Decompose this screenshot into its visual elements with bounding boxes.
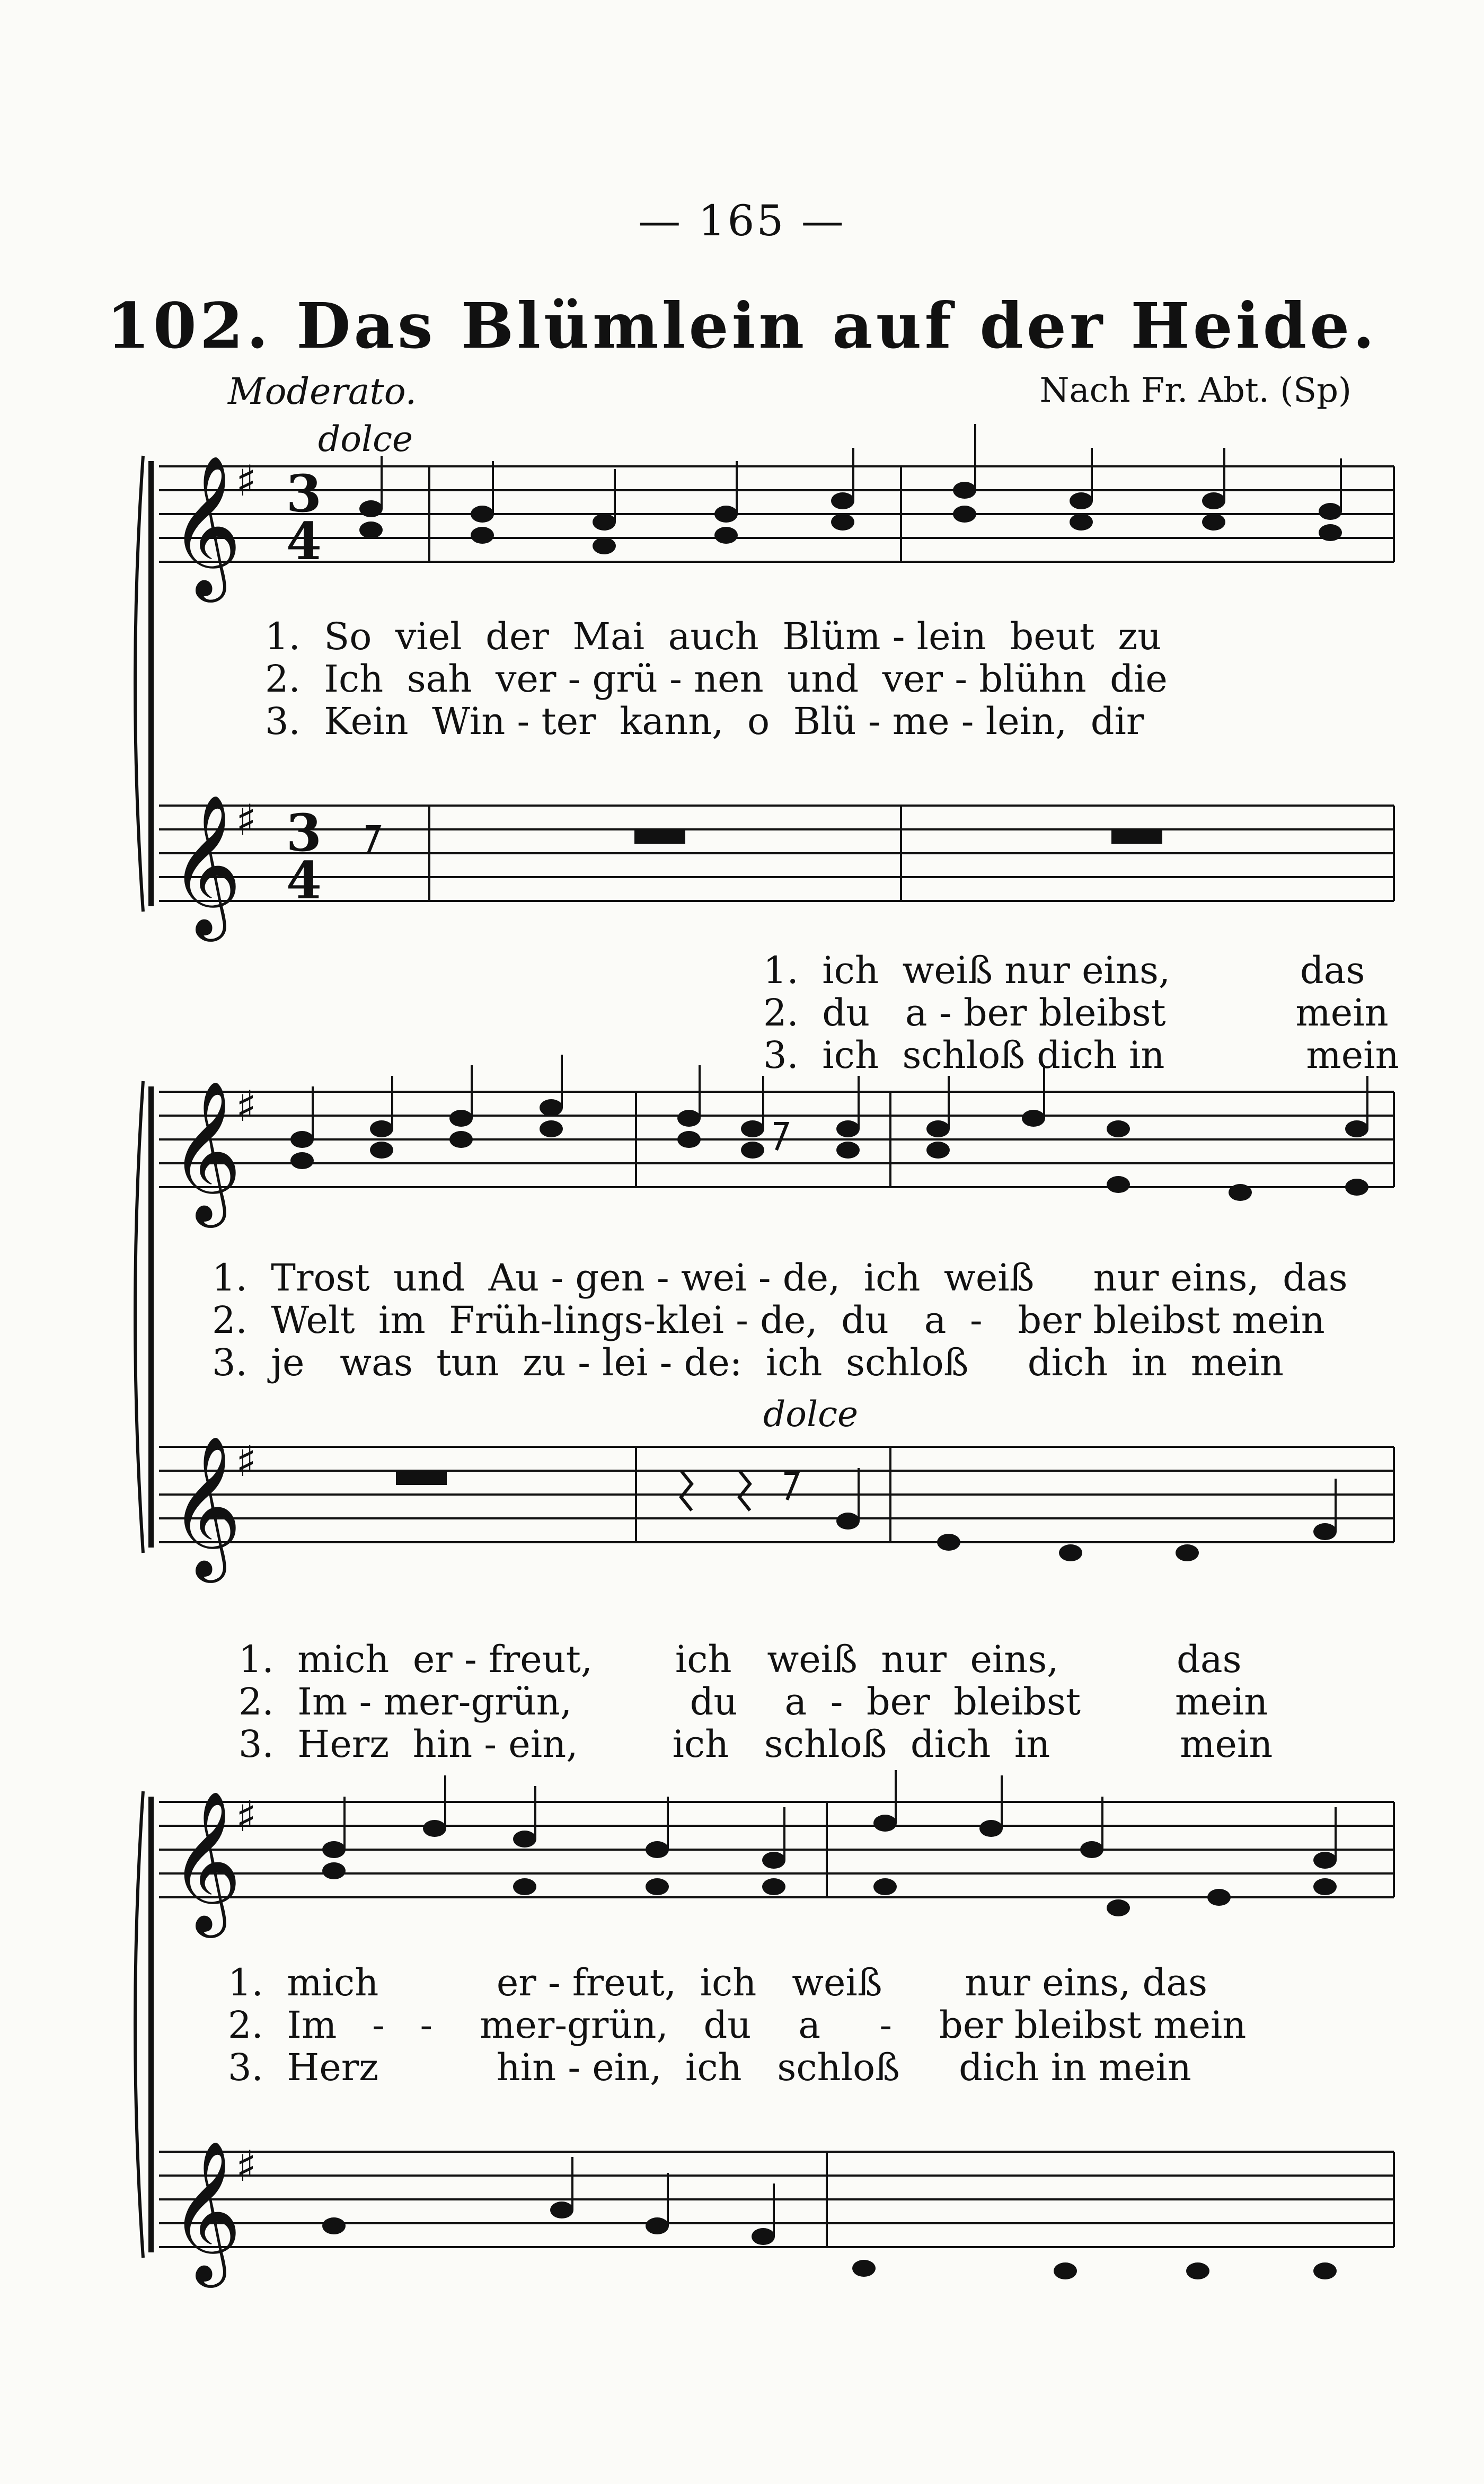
lyric-line-3-1: 1. mich er - freut, ich weiß nur eins, das [228, 1961, 1207, 2004]
staff-1-lower [159, 806, 1394, 901]
lyric-above-2-2: 2. du a - ber bleibst mein [763, 991, 1389, 1035]
lyric-line-1-1: 1. So viel der Mai auch Blüm - lein beut zu [265, 615, 1162, 658]
svg-text:♯: ♯ [236, 1082, 257, 1131]
song-title: 102. Das Blümlein auf der Heide. [106, 289, 1378, 363]
svg-text:4: 4 [286, 511, 322, 571]
lyric-above-2-3: 3. ich schloß dich in mein [763, 1033, 1399, 1077]
svg-text:♯: ♯ [236, 2142, 257, 2191]
lyric-above-3-2: 2. Im - mer-grün, du a - ber bleibst mein [238, 1680, 1268, 1723]
lyric-above-3-3: 3. Herz hin - ein, ich schloß dich in mein [238, 1722, 1273, 1766]
svg-text:3: 3 [286, 464, 322, 524]
lyric-above-3-1: 1. mich er - freut, ich weiß nur eins, das [238, 1638, 1242, 1681]
staff-2-upper [159, 1092, 1394, 1187]
dynamic-marking-dolce-2: dolce [763, 1394, 859, 1435]
svg-text:3: 3 [286, 803, 322, 863]
treble-clef-icon: 𝄞 [170, 1080, 242, 1222]
lyric-above-2-1: 1. ich weiß nur eins, das [763, 949, 1365, 992]
lyric-line-1-2: 2. Ich sah ver - grü - nen und ver - blühn die [265, 657, 1168, 701]
svg-text:♯: ♯ [236, 1437, 257, 1486]
staff-3-lower [159, 2152, 1394, 2247]
composer-attribution: Nach Fr. Abt. (Sp) [1039, 371, 1352, 410]
svg-text:♯: ♯ [236, 1792, 257, 1841]
tempo-marking: Moderato. [228, 371, 417, 413]
treble-clef-icon: 𝄞 [170, 1790, 242, 1932]
dynamic-marking-dolce-1: dolce [318, 419, 413, 459]
treble-clef-icon: 𝄞 [170, 2140, 242, 2282]
svg-text:♯: ♯ [236, 456, 257, 506]
treble-clef-icon: 𝄞 [170, 1435, 242, 1577]
lyric-line-3-3: 3. Herz hin - ein, ich schloß dich in mein [228, 2046, 1191, 2089]
staff-1-upper [159, 466, 1394, 562]
lyric-line-2-3: 3. je was tun zu - lei - de: ich schloß dich in mein [212, 1341, 1284, 1384]
lyric-line-2-2: 2. Welt im Früh-lings-klei - de, du a - ber bleibst mein [212, 1298, 1325, 1342]
treble-clef-icon: 𝄞 [170, 794, 242, 935]
lyric-line-3-2: 2. Im - - mer-grün, du a - ber bleibst mein [228, 2003, 1247, 2047]
treble-clef-icon: 𝄞 [170, 455, 242, 596]
lyric-line-1-3: 3. Kein Win - ter kann, o Blü - me - lein, dir [265, 700, 1144, 743]
lyric-line-2-1: 1. Trost und Au - gen - wei - de, ich weiß nur eins, das [212, 1256, 1348, 1300]
svg-text:4: 4 [286, 851, 322, 910]
page-number: — 165 — [638, 196, 846, 245]
staff-2-lower [159, 1447, 1394, 1542]
svg-text:♯: ♯ [236, 795, 257, 845]
